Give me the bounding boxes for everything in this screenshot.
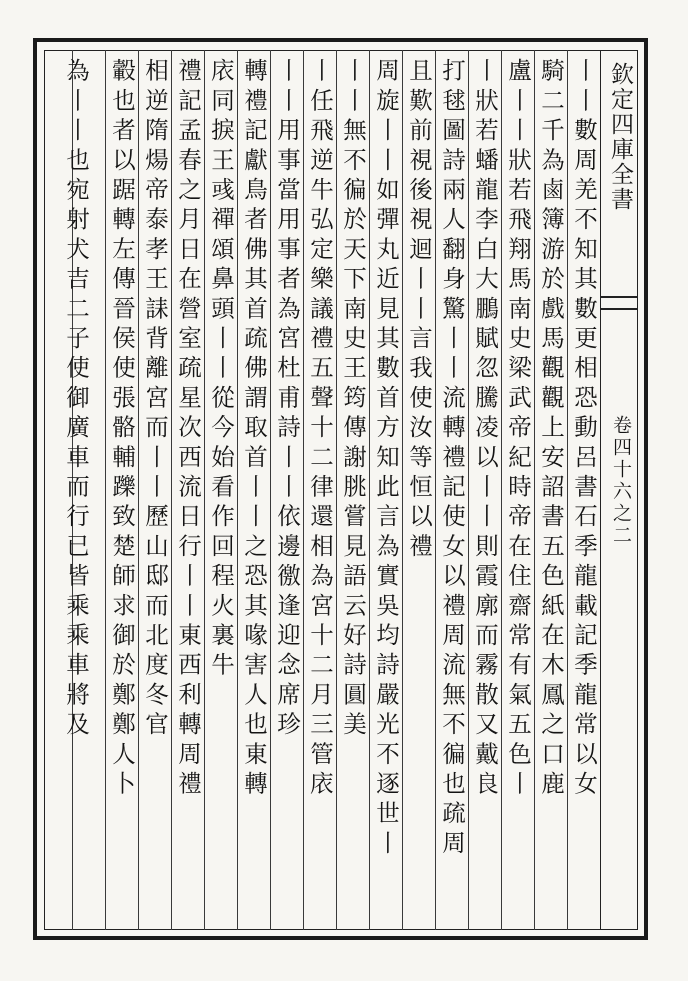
text-column: 相逆隋煬帝泰孝王誄背離宮而丨丨歷山邸而北度冬官 [141,58,169,742]
text-column: 丨丨無不徧於天下南史王筠傳謝朓嘗見語云好詩圓美 [339,58,367,742]
text-column: 轂也者以踞轉左傳晉侯使張骼輔躒致楚師求御於鄭鄭人卜 [108,58,136,801]
text-column: 丨丨數周羌不知其數更相恐動呂書石季龍載記季龍常以女 [570,58,598,801]
text-column: 丨任飛逆牛弘定樂議禮五聲十二律還相為宮十二月三管庡 [306,58,334,801]
margin-book-title: 欽定四庫全書 [607,62,633,212]
text-column: 為丨丨也宛射犬吉二子使御廣車而行已皆乘乘車將及 [62,58,90,742]
text-column: 且歎前視後視迴丨丨言我使汝等恒以禮 [405,58,433,563]
text-column: 丨丨用事當用事者為宮杜甫詩丨丨依邊徼逢迎念席珍 [273,58,301,742]
fish-tail-mark [600,296,638,310]
text-column: 禮記孟春之月日在營室疏星次西流日行丨丨東西利轉周禮 [174,58,202,801]
text-column: 打毬圖詩兩人翻身驚丨丨流轉禮記使女以禮周流無不徧也疏周 [438,58,466,860]
text-column: 騎二千為鹵簿游於戲馬觀觀上安詔書五色紙在木鳳之口鹿 [537,58,565,801]
text-column: 庡同捩王彧禪頌鼻頭丨丨從今始看作回程火裏牛 [207,58,235,682]
text-column: 盧丨丨狀若飛翔馬南史梁武帝紀時帝在住齋常有氣五色丨 [504,58,532,801]
text-column: 轉禮記獻鳥者佛其首疏佛謂取首丨丨之恐其喙害人也東轉 [240,58,268,801]
text-column: 周旋丨丨如彈丸近見其數首方知此言為實吳均詩嚴光不逐世丨 [372,58,400,860]
margin-volume-label: 卷四十六之二 [610,415,632,547]
text-column: 丨狀若蟠龍李白大鵬賦忽騰凌以丨丨則霞廓而霧散又戴良 [471,58,499,801]
